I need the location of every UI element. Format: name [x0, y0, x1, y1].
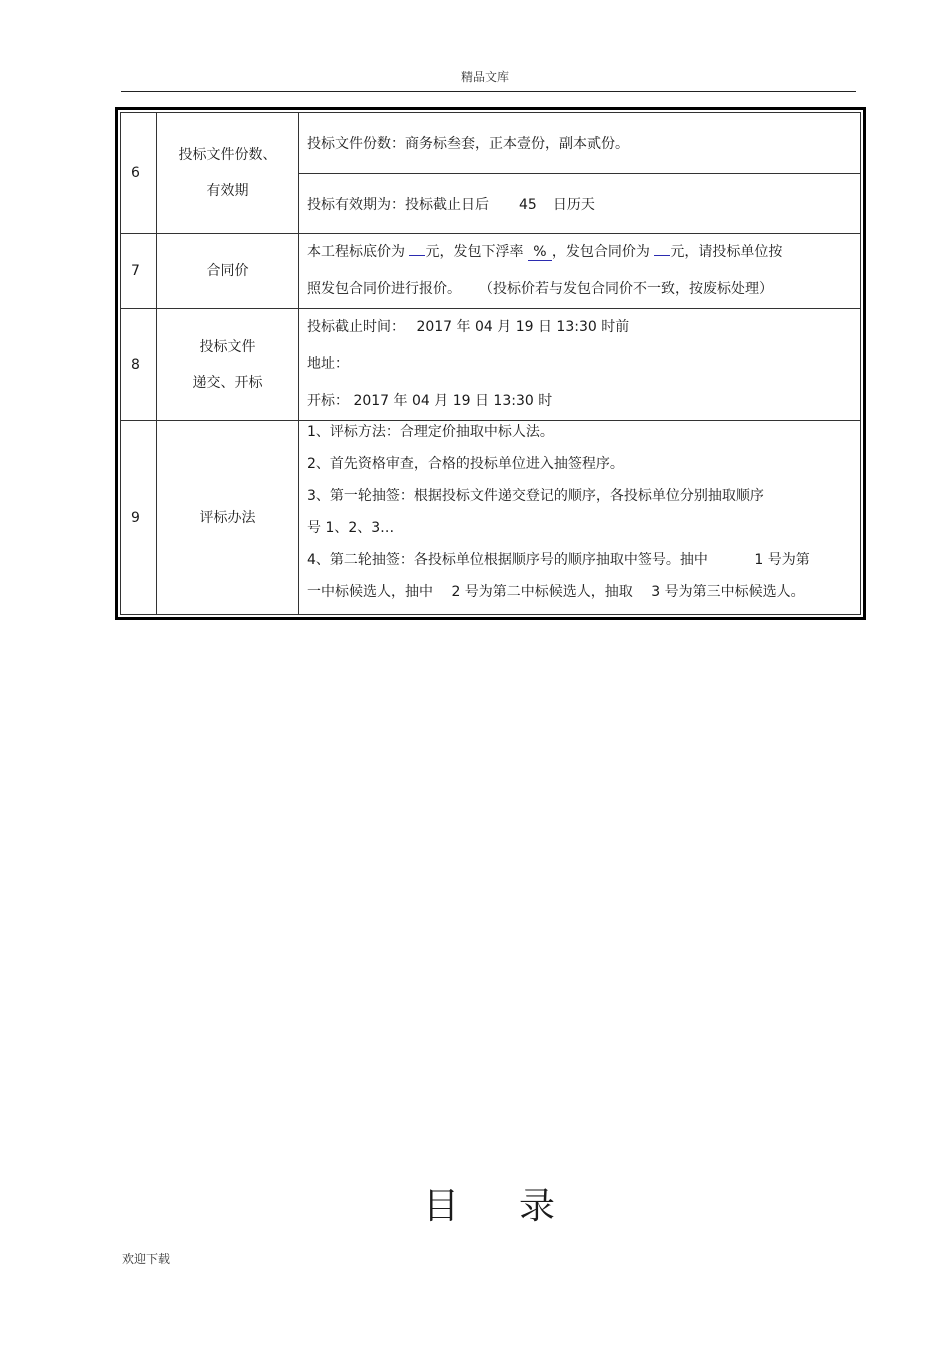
- table-row-9: [121, 421, 861, 615]
- page-header-title: 精品文库: [460, 70, 509, 84]
- evaluation-line: 号 1、2、3…: [307, 520, 395, 536]
- table-row-6: [121, 113, 861, 174]
- table-row-7: [121, 234, 861, 309]
- row-number-cell: [121, 309, 157, 421]
- item-name-line: 投标文件份数、: [178, 147, 277, 163]
- validity-text: [307, 194, 854, 214]
- deadline-text: 投标截止时间： 2017 年 04 月 19 日 13:30 时前: [307, 319, 630, 335]
- content-cell: [299, 174, 861, 234]
- content-cell: [299, 113, 861, 174]
- row-number-cell: [121, 234, 157, 309]
- table-row-8: [121, 309, 861, 421]
- copies-text: 投标文件份数：商务标叁套，正本壹份，副本贰份。: [307, 136, 629, 152]
- evaluation-line: 1、评标方法：合理定价抽取中标人法。: [307, 424, 554, 440]
- evaluation-line: 3、第一轮抽签：根据投标文件递交登记的顺序，各投标单位分别抽取顺序: [307, 488, 764, 504]
- evaluation-line: 一中标候选人，抽中 2 号为第二中标候选人，抽取 3 号为第三中标候选人。: [307, 584, 805, 600]
- row-number: 8: [131, 356, 140, 373]
- validity-label: 投标有效期为：投标截止日后: [307, 196, 489, 213]
- text-fragment: ，发包合同价为: [551, 244, 650, 260]
- row-number-cell: [121, 113, 157, 234]
- opening-text: 开标： 2017 年 04 月 19 日 13:30 时: [307, 393, 553, 409]
- row-number: 9: [131, 509, 140, 526]
- item-name-line: 评标办法: [199, 509, 256, 526]
- text-fragment: 元，发包下浮率: [425, 244, 524, 260]
- evaluation-line: 4、第二轮抽签：各投标单位根据顺序号的顺序抽取中签号。抽中 1 号为第: [307, 552, 810, 568]
- content-cell: [299, 421, 861, 615]
- table-of-contents-heading: [0, 1178, 950, 1229]
- item-name-cell: [157, 113, 299, 234]
- content-cell: [299, 309, 861, 421]
- validity-days: 45: [519, 196, 537, 213]
- text-fragment: 元，请投标单位按: [670, 244, 783, 260]
- row-number: 7: [131, 263, 140, 279]
- text-fragment: 照发包合同价进行报价。: [307, 281, 461, 297]
- toc-heading-char: 目: [422, 1186, 461, 1227]
- text-fragment: 本工程标底价为: [307, 244, 405, 260]
- base-price-blank: [409, 255, 425, 256]
- item-name-cell: [157, 234, 299, 309]
- row-number-cell: [121, 421, 157, 615]
- evaluation-line: 2、首先资格审查，合格的投标单位进入抽签程序。: [307, 456, 624, 472]
- contract-price-line-2: [307, 271, 854, 308]
- item-name-cell: [157, 309, 299, 421]
- item-name-line: 有效期: [206, 183, 249, 199]
- address-text: 地址：: [307, 356, 349, 372]
- page-footer-text: 欢迎下载: [122, 1252, 171, 1266]
- item-name-line: 递交、开标: [192, 374, 263, 391]
- item-name-line: 投标文件: [199, 338, 256, 355]
- row-number: 6: [131, 165, 140, 181]
- item-name-cell: [157, 421, 299, 615]
- toc-heading-char: 录: [519, 1186, 558, 1227]
- contract-price-line-1: [307, 234, 854, 271]
- bid-info-table: [120, 112, 861, 615]
- contract-price-blank: [654, 255, 670, 256]
- item-name-line: 合同价: [206, 263, 249, 279]
- discount-rate-blank: %: [528, 244, 552, 261]
- validity-unit: 日历天: [552, 196, 595, 213]
- invalid-bid-note: （投标价若与发包合同价不一致，按废标处理）: [479, 281, 773, 297]
- header-divider: [121, 91, 856, 92]
- bid-info-table-frame: [115, 107, 866, 620]
- content-cell: [299, 234, 861, 309]
